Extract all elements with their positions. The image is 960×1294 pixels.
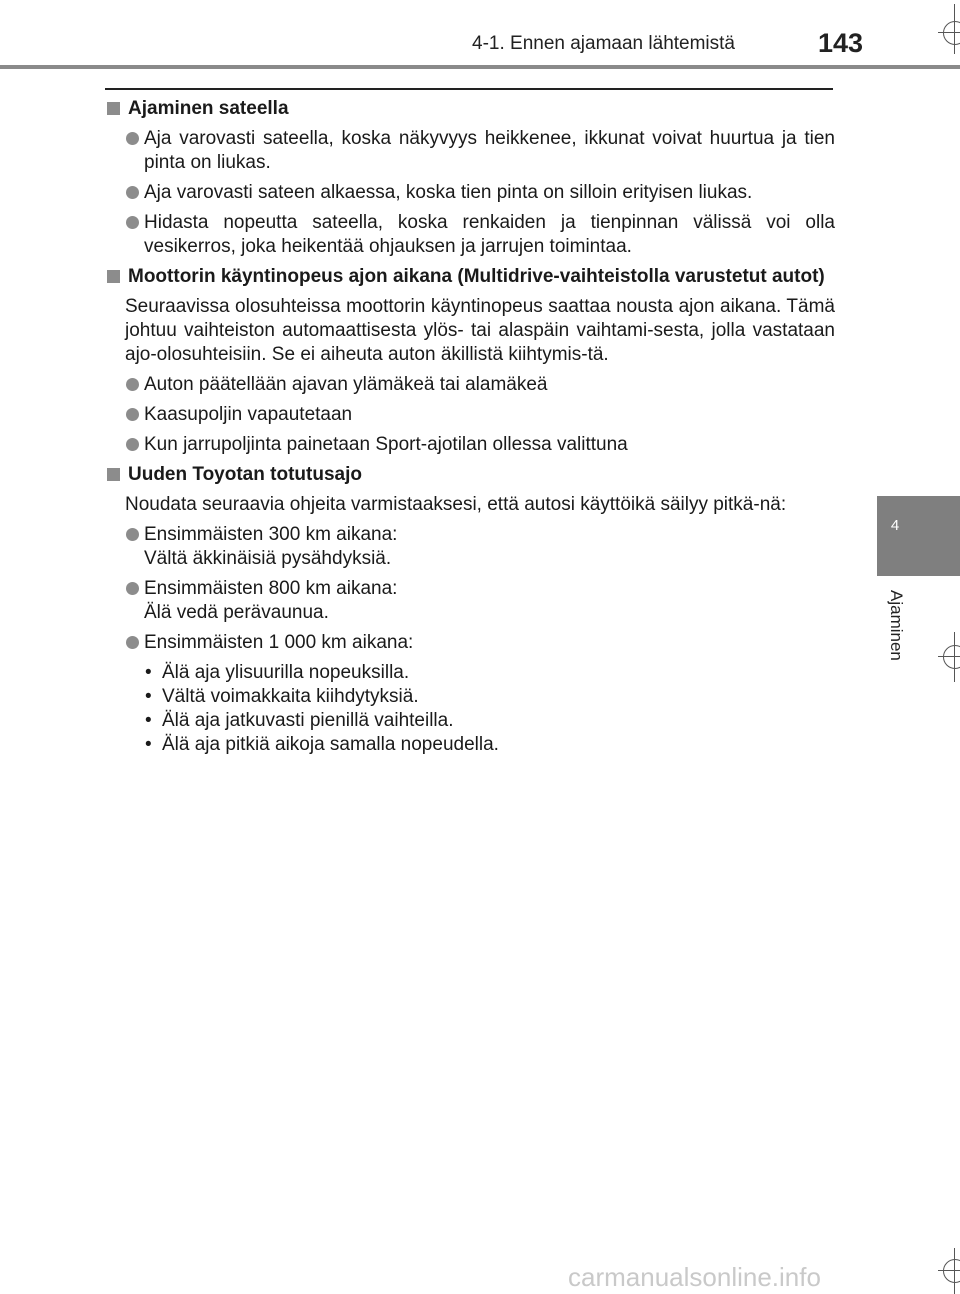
sub-list-item: • Vältä voimakkaita kiihdytyksiä.: [145, 686, 419, 707]
round-bullet-icon: [126, 408, 139, 421]
section-heading: Ajaminen sateella: [105, 97, 835, 121]
chapter-title: Ajaminen: [887, 590, 906, 661]
round-bullet-icon: [126, 132, 139, 145]
round-bullet-icon: [126, 438, 139, 451]
list-item: Kaasupoljin vapautetaan: [105, 403, 835, 427]
list-item: Auton päätellään ajavan ylämäkeä tai alamäkeä: [105, 373, 835, 397]
sub-list-item: • Älä aja ylisuurilla nopeuksilla.: [145, 662, 410, 683]
watermark: carmanualsonline.info: [568, 1262, 821, 1292]
round-bullet-icon: [126, 378, 139, 391]
chapter-number: 4: [890, 517, 900, 534]
list-item: Aja varovasti sateen alkaessa, koska tien pinta on silloin erityisen liukas.: [105, 181, 835, 205]
list-item: Hidasta nopeutta sateella, koska renkaiden ja tienpinnan välissä voi olla vesikerros, joka heikentää ohjauksen ja jarrujen toimintaa.: [105, 211, 835, 259]
sub-list-item: • Älä aja pitkiä aikoja samalla nopeudella.: [145, 734, 499, 755]
round-bullet-icon: [126, 186, 139, 199]
content-rule: [105, 88, 833, 90]
section-heading: Uuden Toyotan totutusajo: [105, 463, 835, 487]
square-bullet-icon: [107, 102, 120, 115]
round-bullet-icon: [126, 636, 139, 649]
section-heading: Moottorin käyntinopeus ajon aikana (Multidrive-vaihteistolla varustetut autot): [105, 265, 835, 289]
section-intro: Seuraavissa olosuhteissa moottorin käyntinopeus saattaa nousta ajon aikana. Tämä johtuu vaihteiston automaattisesta ylös- tai alaspäin vaihtami-sesta, jolla vastataan ajo-olosuhteisiin. Se ei aiheuta auton äkillistä kiihtymis-tä.: [125, 296, 835, 365]
list-item: Aja varovasti sateella, koska näkyvyys heikkenee, ikkunat voivat huurtua ja tien pinta on liukas.: [105, 127, 835, 175]
round-bullet-icon: [126, 528, 139, 541]
sub-list: [145, 661, 835, 757]
list-item: Ensimmäisten 800 km aikana: Älä vedä perävaunua.: [105, 577, 835, 625]
section-intro: Noudata seuraavia ohjeita varmistaaksesi, että autosi käyttöikä säilyy pitkä-nä:: [125, 494, 787, 515]
section-title: 4-1. Ennen ajamaan lähtemistä: [472, 33, 735, 54]
page-content: [105, 97, 835, 757]
page-number: 143: [818, 28, 864, 58]
square-bullet-icon: [107, 270, 120, 283]
list-item: Kun jarrupoljinta painetaan Sport-ajotilan ollessa valittuna: [105, 433, 835, 457]
round-bullet-icon: [126, 216, 139, 229]
square-bullet-icon: [107, 468, 120, 481]
round-bullet-icon: [126, 582, 139, 595]
sub-list-item: • Älä aja jatkuvasti pienillä vaihteilla.: [145, 710, 454, 731]
list-item: Ensimmäisten 300 km aikana: Vältä äkkinäisiä pysähdyksiä.: [105, 523, 835, 571]
chapter-tab: [877, 496, 960, 576]
header-rule: [0, 65, 960, 69]
list-item: Ensimmäisten 1 000 km aikana:: [105, 631, 835, 655]
